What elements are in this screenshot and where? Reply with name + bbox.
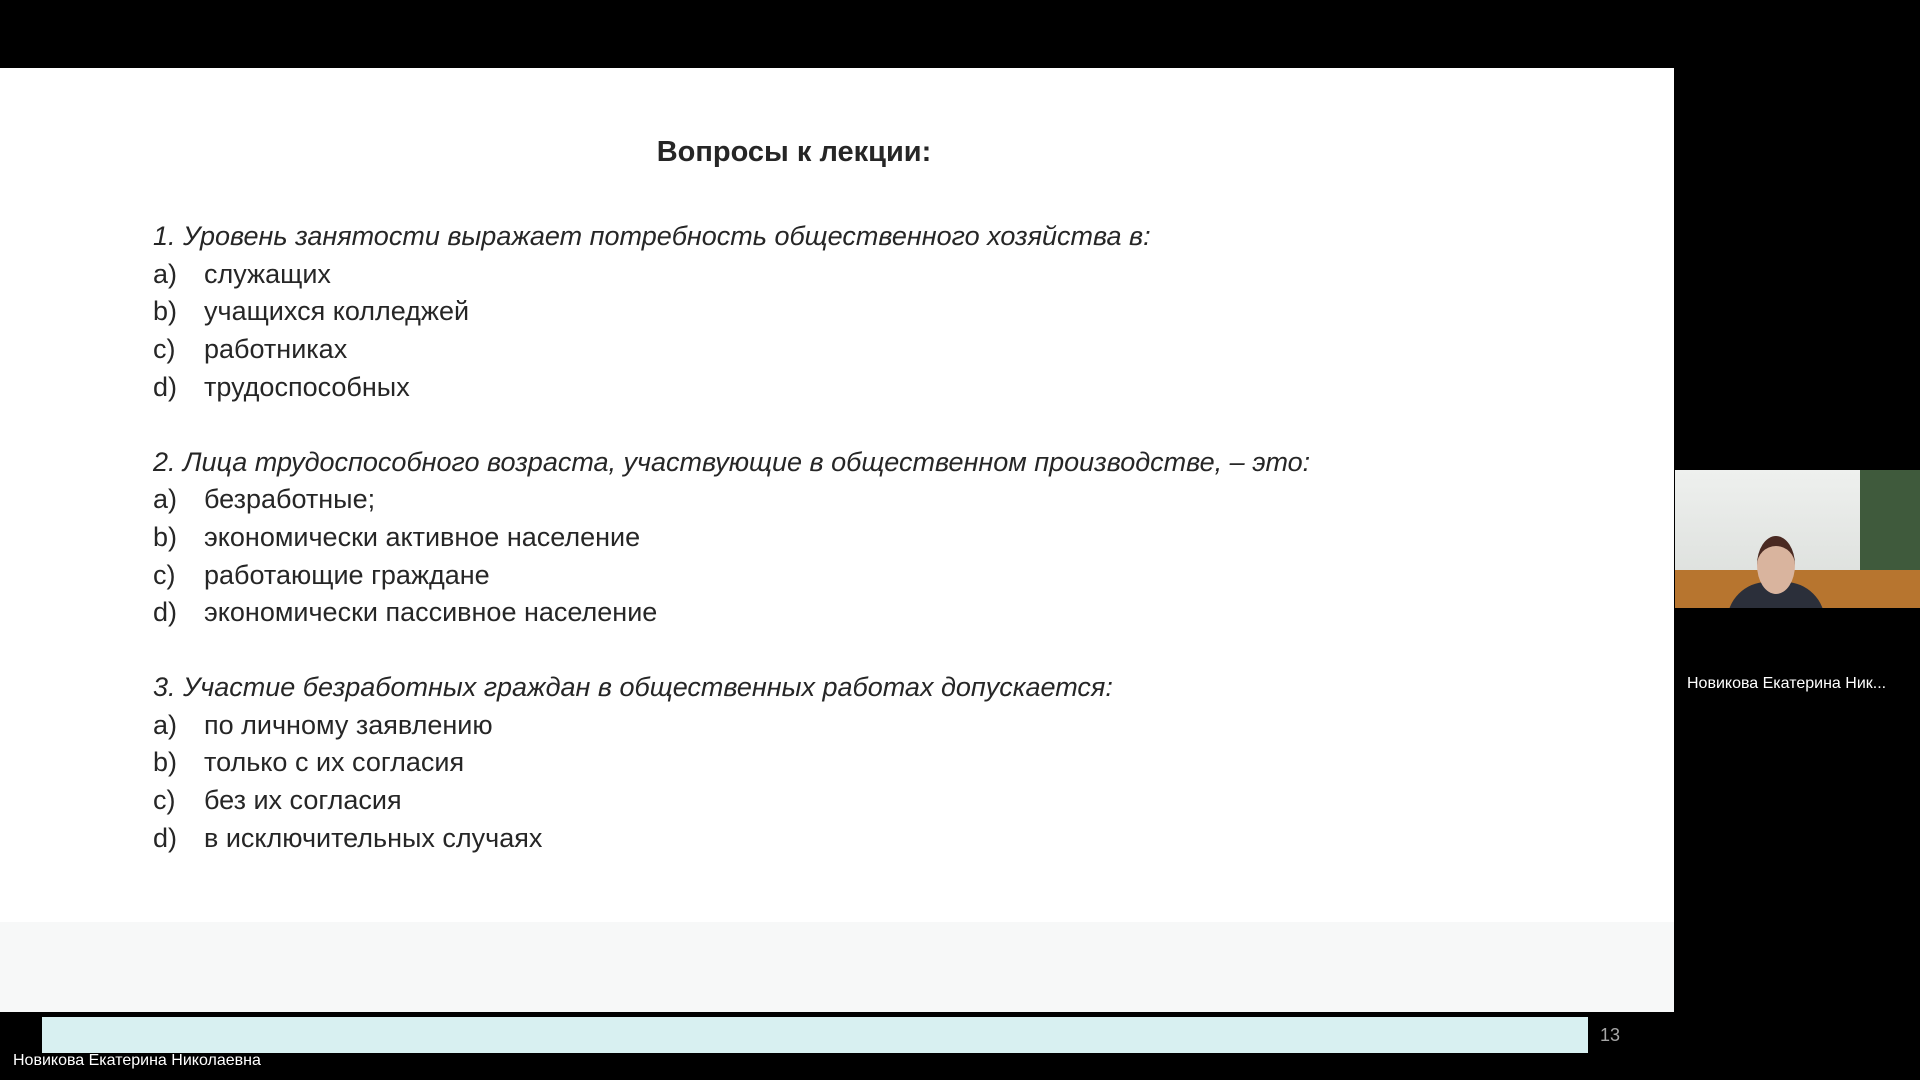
- option-text: работающие граждане: [204, 559, 490, 590]
- option-item: [153, 293, 1633, 331]
- participant-name-label: Новикова Екатерина Ник...: [1687, 675, 1887, 692]
- option-letter: c): [153, 785, 176, 816]
- option-letter: b): [153, 296, 178, 327]
- slide-page-number: 13: [1600, 1025, 1621, 1045]
- option-text: работниках: [204, 334, 348, 365]
- option-text: служащих: [204, 258, 331, 289]
- option-text: учащихся колледжей: [204, 296, 470, 327]
- option-letter: a): [153, 258, 178, 289]
- option-item: [153, 369, 1633, 407]
- option-text: без их согласия: [204, 785, 402, 816]
- option-text: безработные;: [204, 484, 376, 515]
- participant-video-tile[interactable]: [1675, 470, 1920, 608]
- option-letter: d): [153, 597, 178, 628]
- option-item: [153, 557, 1633, 595]
- option-item: [153, 744, 1633, 782]
- option-letter: a): [153, 484, 178, 515]
- question-text: 3. Участие безработных граждан в общественных работах допускается:: [153, 672, 1113, 703]
- question-text: 1. Уровень занятости выражает потребность общественного хозяйства в:: [153, 221, 1151, 251]
- option-item: [153, 256, 1633, 294]
- option-text: в исключительных случаях: [204, 822, 543, 853]
- option-letter: d): [153, 371, 178, 402]
- option-letter: c): [153, 334, 176, 365]
- option-item: [153, 481, 1633, 519]
- question-text: 2. Лица трудоспособного возраста, участвующие в общественном производстве, – это:: [153, 446, 1311, 477]
- option-letter: a): [153, 709, 178, 740]
- option-item: [153, 519, 1633, 557]
- option-item: [153, 782, 1633, 820]
- footer-accent-bar: [42, 1017, 1588, 1053]
- option-text: экономически пассивное население: [204, 597, 658, 628]
- video-chalkboard: [1860, 470, 1920, 570]
- option-item: [153, 331, 1633, 369]
- option-letter: c): [153, 559, 176, 590]
- presenter-name-label: Новикова Екатерина Николаевна: [13, 1052, 261, 1069]
- option-item: [153, 707, 1633, 745]
- option-text: экономически активное население: [204, 521, 641, 552]
- shared-slide: [0, 68, 1674, 1045]
- question-3: [153, 669, 1633, 858]
- questions-list: [153, 218, 1633, 895]
- option-letter: b): [153, 521, 178, 552]
- option-text: только с их согласия: [204, 747, 465, 778]
- option-letter: d): [153, 822, 178, 853]
- option-text: по личному заявлению: [204, 709, 493, 740]
- slide-footer: [0, 922, 1674, 1012]
- option-letter: b): [153, 747, 178, 778]
- option-item: [153, 820, 1633, 858]
- option-item: [153, 594, 1633, 632]
- video-person-head: [1757, 536, 1795, 594]
- option-text: трудоспособных: [204, 371, 410, 402]
- question-1: [153, 218, 1633, 407]
- slide-title: Вопросы к лекции:: [656, 136, 932, 168]
- question-2: [153, 444, 1633, 633]
